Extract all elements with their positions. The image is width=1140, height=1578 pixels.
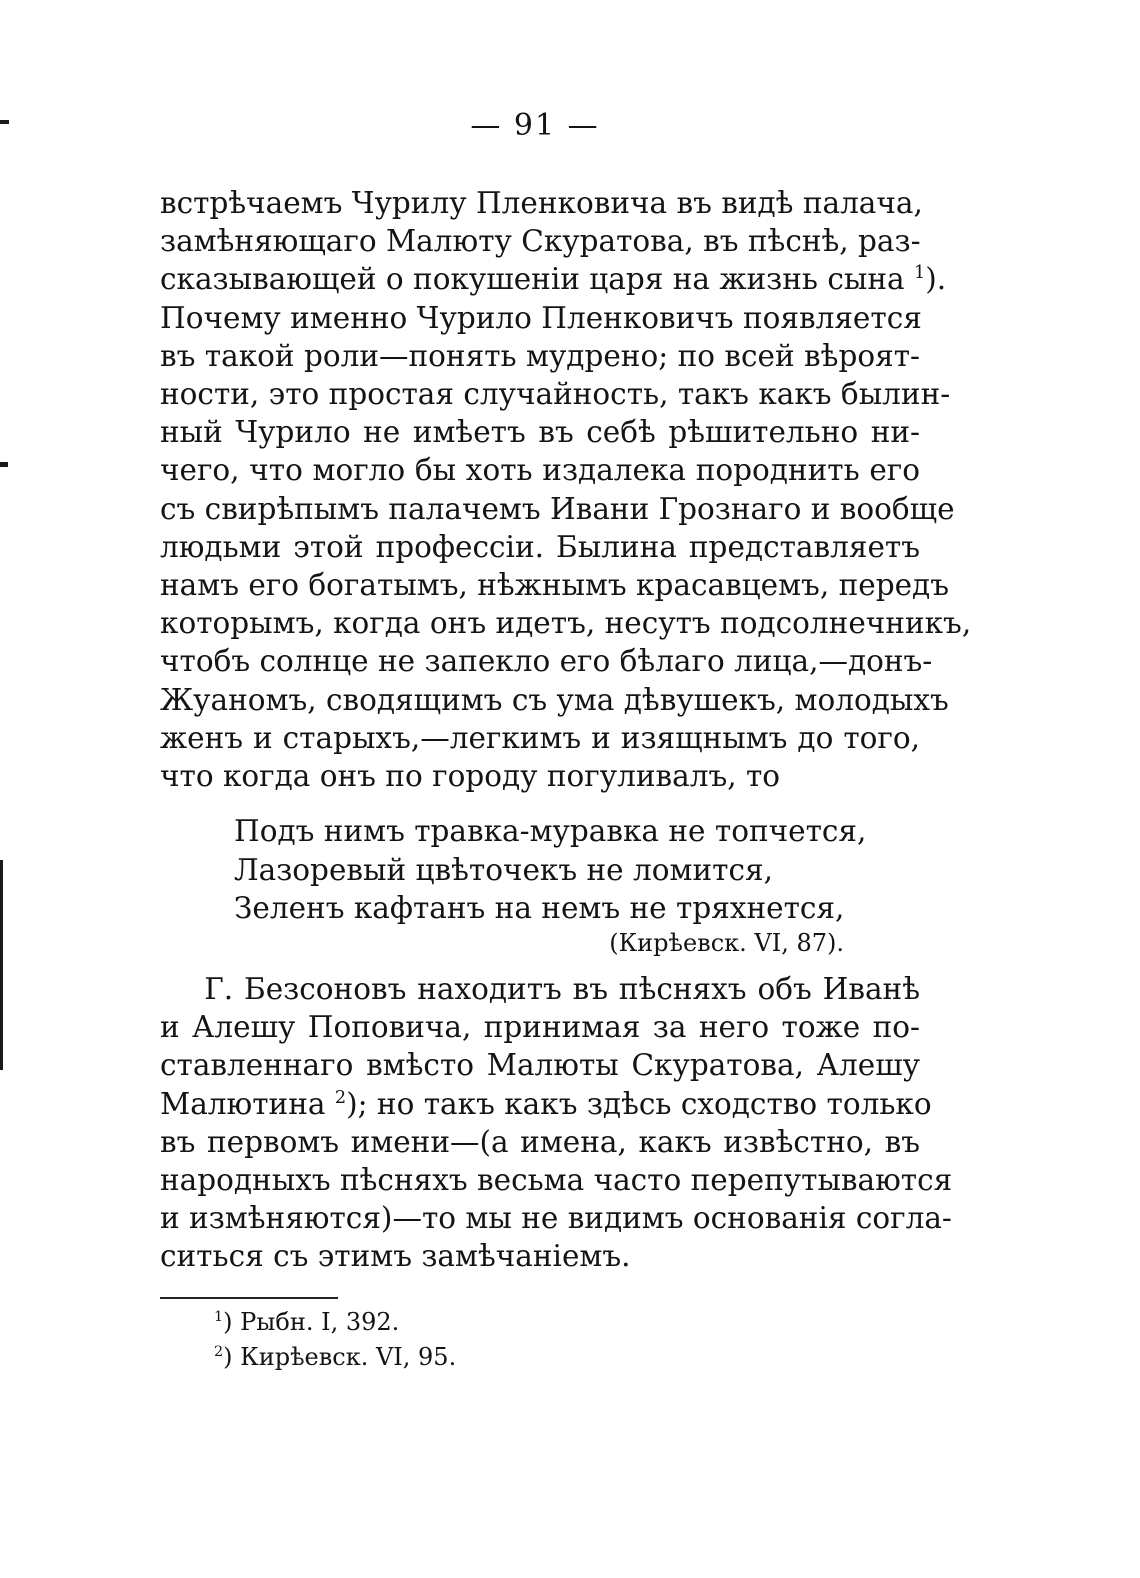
footnote-text: ) Кирѣевск. VI, 95. (223, 1343, 457, 1371)
text-line: Почему именно Чурило Пленковичъ появляется (160, 300, 922, 335)
scan-edge-mark (0, 462, 8, 467)
text-line: ставленнаго вмѣсто Малюты Скуратова, Алешу (160, 1048, 920, 1083)
paragraph-2 (160, 970, 953, 1276)
text-line: чего, что могло бы хоть издалека породнить его (160, 453, 920, 488)
text-line: чтобъ солнце не запекло его бѣлаго лица,—донъ- (160, 644, 933, 679)
text-line: въ такой роли—понять мудрено; по всей вѣроят- (160, 338, 920, 373)
text-line-content: сказывающей о покушенiи царя на жизнь сына (160, 262, 905, 297)
footnote (214, 1340, 456, 1375)
footnotes (214, 1305, 456, 1375)
text-line-with-footnote (160, 260, 947, 298)
footnote-marker: 2 (214, 1344, 224, 1360)
footnote-divider (160, 1297, 338, 1299)
text-line: людьми этой профессiи. Былина представляетъ (160, 529, 920, 564)
text-line: женъ и старыхъ,—легкимъ и изящнымъ до того, (160, 720, 920, 755)
footnote-reference: 1 (913, 263, 926, 284)
text-line: народныхъ пѣсняхъ весьма часто перепутываются (160, 1163, 953, 1198)
footnote-marker: 1 (214, 1309, 224, 1325)
text-line-tail: ); но такъ какъ здѣсь сходство только (346, 1086, 932, 1121)
paragraph-1 (160, 184, 972, 795)
verse-quote (234, 812, 866, 928)
text-line (160, 970, 920, 1008)
footnote-reference: 2 (334, 1087, 347, 1108)
text-line: что когда онъ по городу погуливалъ, то (160, 759, 781, 794)
verse-line: Лазоревый цвѣточекъ не ломится, (234, 852, 773, 887)
scan-edge-line (0, 860, 3, 1070)
footnote-text: ) Рыбн. I, 392. (223, 1308, 400, 1336)
text-line: и измѣняются)—то мы не видимъ основанiя согла- (160, 1201, 952, 1236)
verse-line: Подъ нимъ травка-муравка не топчется, (234, 814, 867, 848)
text-line: встрѣчаемъ Чурилу Пленковича въ видѣ палача, (160, 186, 923, 220)
text-line: и Алешу Поповича, принимая за него тоже по- (160, 1010, 920, 1045)
text-line: намъ его богатымъ, нѣжнымъ красавцемъ, передъ (160, 568, 949, 603)
text-line: ситься съ этимъ замѣчанiемъ. (160, 1239, 631, 1274)
footnote (214, 1305, 456, 1340)
text-line: съ свирѣпымъ палачемъ Ивани Грознаго и вообще (160, 491, 955, 526)
text-line: которымъ, когда онъ идетъ, несутъ подсолнечникъ, (160, 606, 972, 641)
text-line: Жуаномъ, сводящимъ съ ума дѣвушекъ, молодыхъ (160, 682, 949, 717)
text-line: замѣняющаго Малюту Скуратова, въ пѣснѣ, раз- (160, 224, 921, 259)
text-line-content: Г. Безсоновъ находитъ въ пѣсняхъ объ Иванѣ (204, 972, 920, 1006)
text-line-content: Малютина (160, 1086, 326, 1121)
text-line-with-footnote (160, 1085, 932, 1123)
page-number: — 91 — (470, 108, 600, 143)
text-line: ности, это простая случайность, такъ какъ былин- (160, 377, 951, 412)
verse-line: Зеленъ кафтанъ на немъ не тряхнется, (234, 891, 845, 925)
verse-citation: (Кирѣевск. VI, 87). (609, 929, 844, 957)
text-line-tail: ). (925, 262, 947, 297)
text-line: ный Чурило не имѣетъ въ себѣ рѣшительно ни- (160, 415, 920, 450)
text-line: въ первомъ имени—(а имена, какъ извѣстно, въ (160, 1124, 920, 1159)
